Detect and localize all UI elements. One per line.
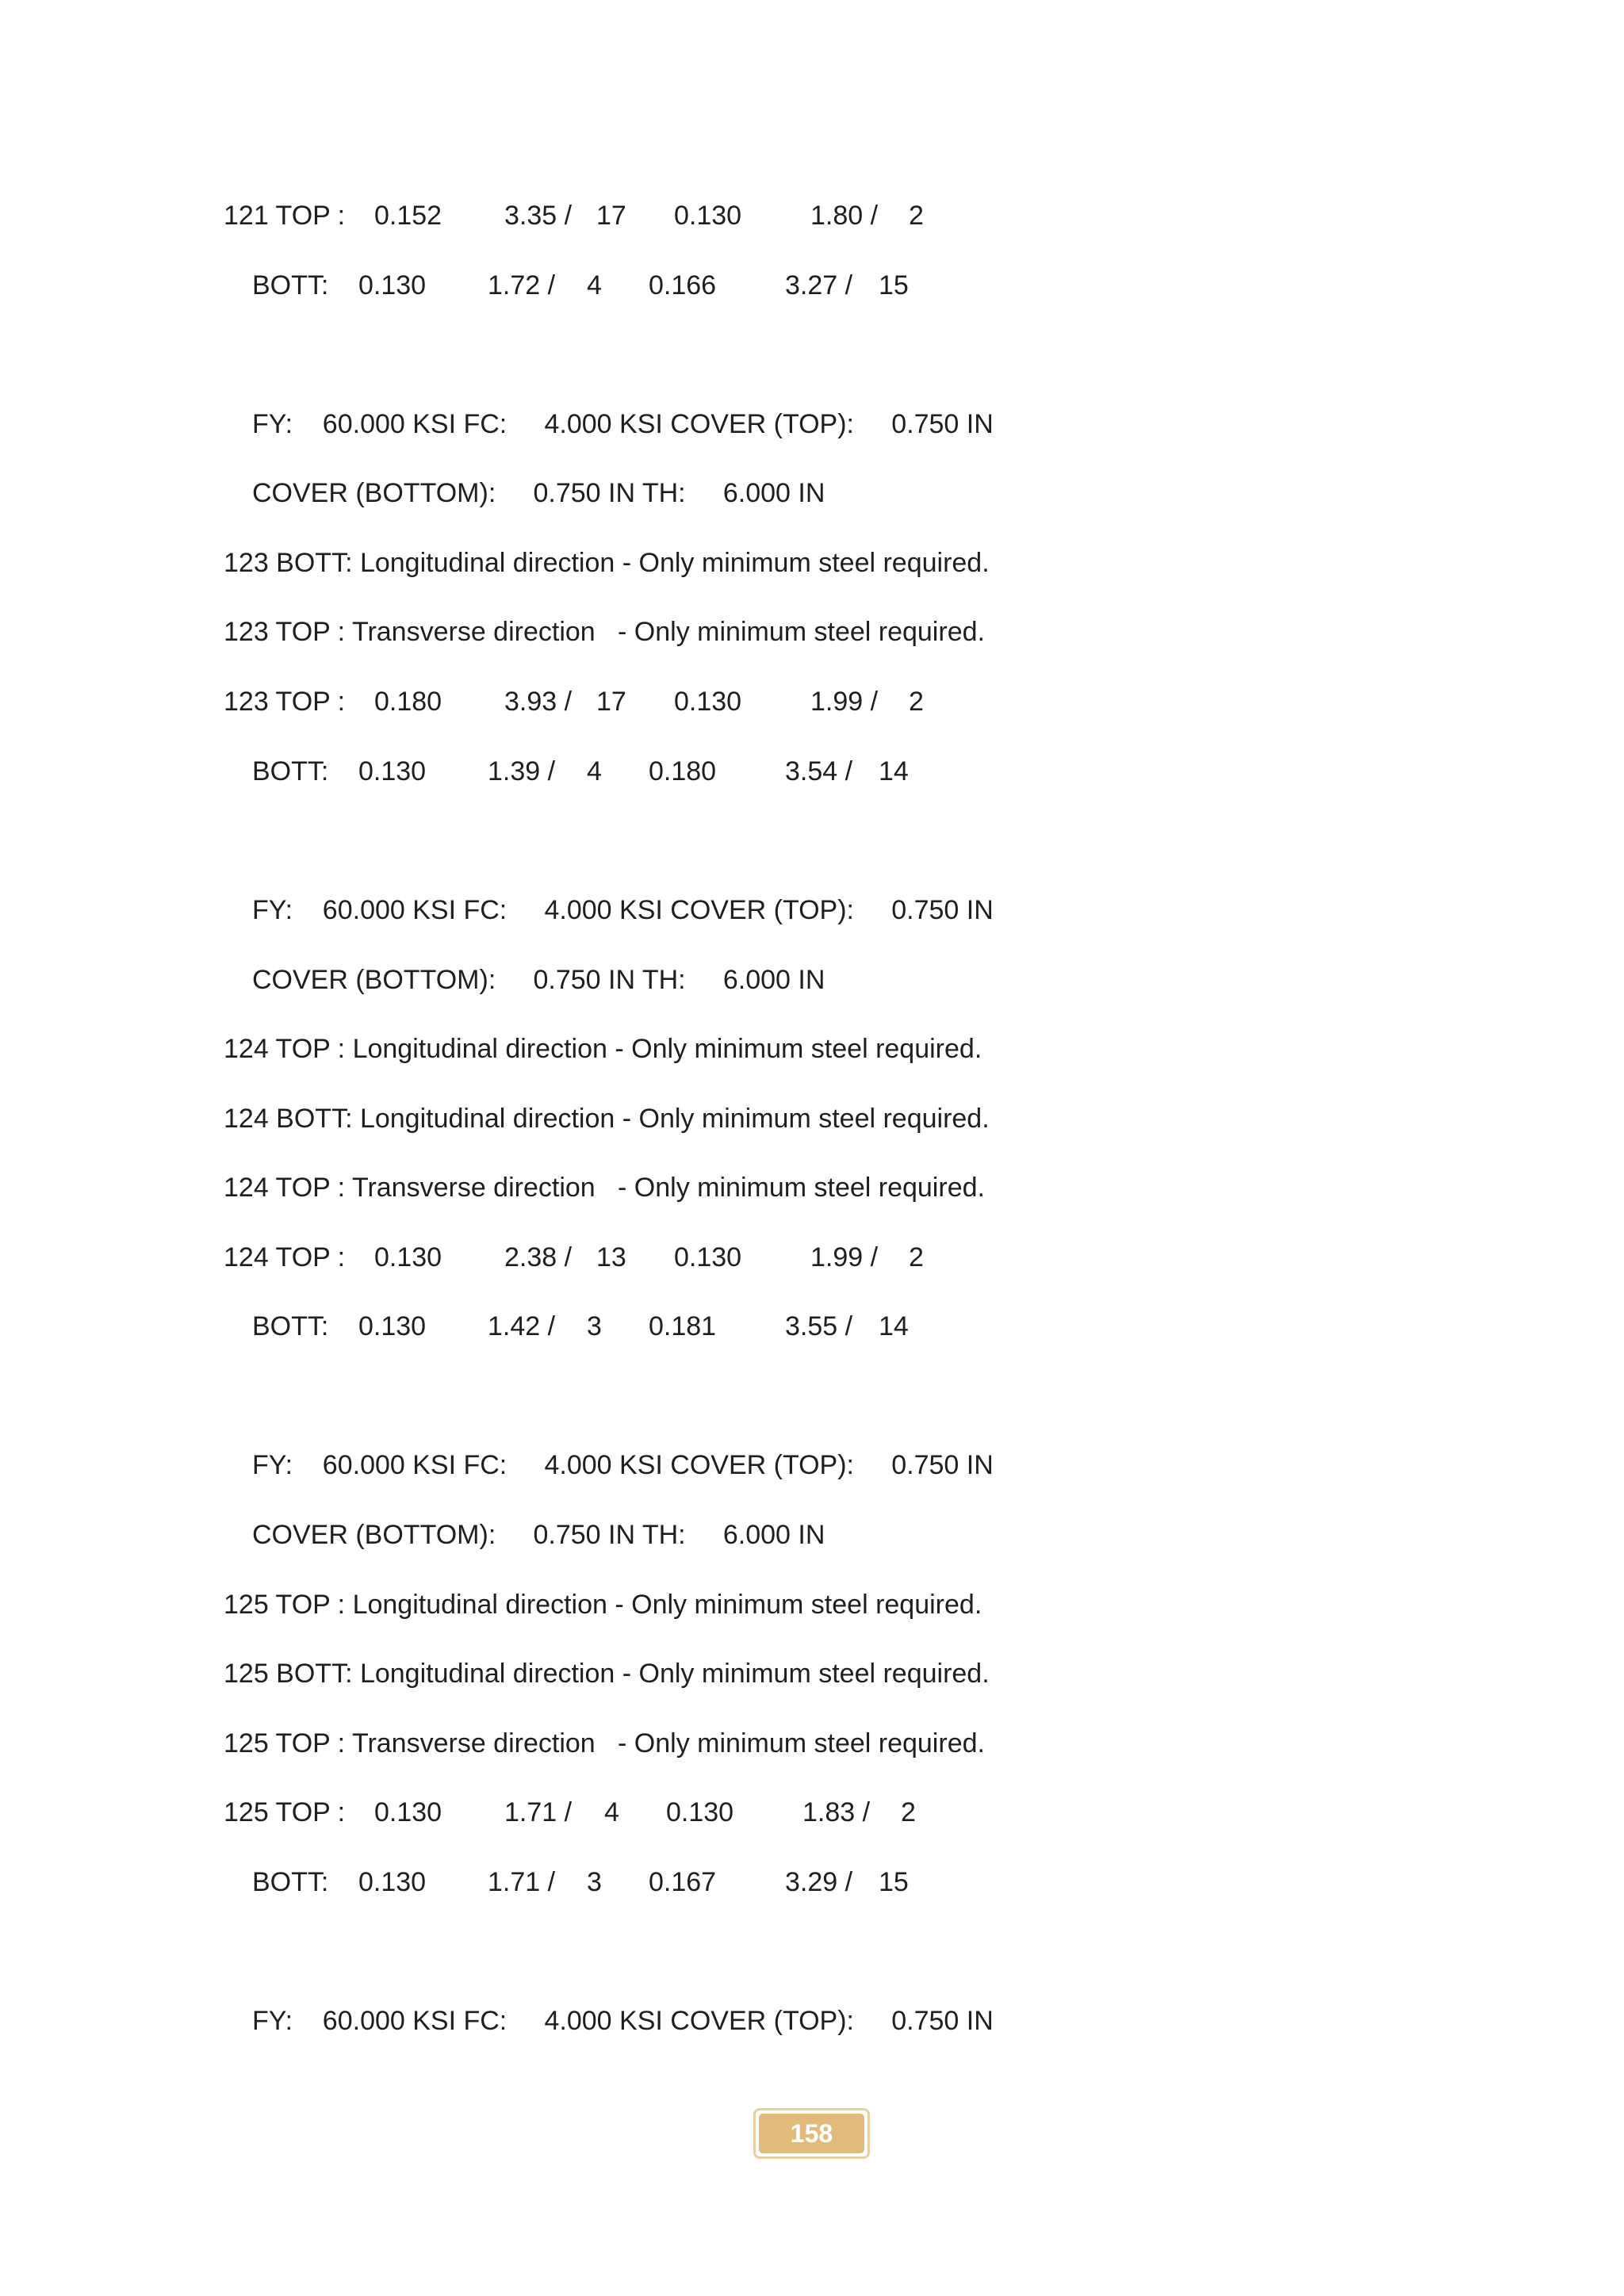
row-value: 0.181 [649,1311,717,1341]
row-value: 0.130 [358,1311,427,1341]
row-value: 2 [901,1797,916,1827]
row-label: 123 TOP : [224,687,346,717]
material-properties-line: FY: 60.000 KSI FC: 4.000 KSI COVER (TOP): 0.750 IN [252,895,994,925]
row-value: 14 [879,1311,909,1341]
row-value: 17 [596,687,626,717]
result-row-top [0,1789,916,1836]
row-value: 0.180 [374,687,442,717]
row-value: 0.166 [649,270,717,300]
row-label: BOTT: [252,1311,329,1341]
cover-thickness-line: COVER (BOTTOM): 0.750 IN TH: 6.000 IN [252,478,825,508]
cover-thickness-line: COVER (BOTTOM): 0.750 IN TH: 6.000 IN [252,965,825,995]
result-row-bottom [0,1858,909,1906]
row-label: BOTT: [252,756,329,786]
result-row-top [0,192,924,239]
row-value: 15 [879,1867,909,1897]
row-label: 121 TOP : [224,201,346,231]
row-value: 0.152 [374,201,442,231]
minimum-steel-note: 123 BOTT: Longitudinal direction - Only minimum steel required. [224,548,990,578]
material-properties-line: FY: 60.000 KSI FC: 4.000 KSI COVER (TOP): 0.750 IN [252,2006,994,2036]
result-row-top [0,678,924,725]
row-value: 3.29 / [785,1867,853,1897]
result-row-bottom [0,1303,909,1350]
row-value: 15 [879,270,909,300]
row-value: 0.130 [374,1797,442,1827]
row-value: 0.180 [649,756,717,786]
cover-thickness-line: COVER (BOTTOM): 0.750 IN TH: 6.000 IN [252,1520,825,1550]
row-value: 3 [587,1311,602,1341]
row-value: 1.42 / [488,1311,556,1341]
row-value: 1.99 / [810,1242,879,1272]
minimum-steel-note: 124 TOP : Longitudinal direction - Only minimum steel required. [224,1034,982,1064]
page-number: 158 [759,2114,864,2153]
row-value: 3.55 / [785,1311,853,1341]
row-value: 1.71 / [488,1867,556,1897]
row-value: 4 [587,756,602,786]
minimum-steel-note: 123 TOP : Transverse direction - Only minimum steel required. [224,617,985,647]
row-value: 17 [596,201,626,231]
row-value: 3 [587,1867,602,1897]
row-value: 0.130 [666,1797,734,1827]
material-properties-line: FY: 60.000 KSI FC: 4.000 KSI COVER (TOP): 0.750 IN [252,409,994,439]
row-value: 1.80 / [810,201,879,231]
row-value: 0.130 [674,687,742,717]
minimum-steel-note: 125 BOTT: Longitudinal direction - Only minimum steel required. [224,1659,990,1689]
minimum-steel-note: 125 TOP : Longitudinal direction - Only minimum steel required. [224,1590,982,1620]
row-value: 2 [909,1242,924,1272]
result-row-top [0,1234,924,1281]
row-label: 124 TOP : [224,1242,346,1272]
row-value: 0.130 [674,201,742,231]
row-value: 1.72 / [488,270,556,300]
row-value: 3.54 / [785,756,853,786]
row-value: 0.167 [649,1867,717,1897]
row-label: BOTT: [252,270,329,300]
row-value: 0.130 [674,1242,742,1272]
row-value: 14 [879,756,909,786]
row-value: 3.27 / [785,270,853,300]
row-value: 2 [909,201,924,231]
row-value: 4 [587,270,602,300]
row-label: 125 TOP : [224,1797,346,1827]
minimum-steel-note: 124 BOTT: Longitudinal direction - Only minimum steel required. [224,1104,990,1134]
row-value: 3.93 / [504,687,573,717]
row-value: 4 [604,1797,619,1827]
row-value: 1.39 / [488,756,556,786]
row-value: 1.83 / [802,1797,871,1827]
row-value: 1.71 / [504,1797,573,1827]
result-row-bottom [0,748,909,795]
row-value: 3.35 / [504,201,573,231]
row-label: BOTT: [252,1867,329,1897]
row-value: 0.130 [358,756,427,786]
row-value: 0.130 [358,270,427,300]
material-properties-line: FY: 60.000 KSI FC: 4.000 KSI COVER (TOP): 0.750 IN [252,1450,994,1480]
minimum-steel-note: 125 TOP : Transverse direction - Only minimum steel required. [224,1728,985,1758]
minimum-steel-note: 124 TOP : Transverse direction - Only minimum steel required. [224,1173,985,1203]
page-number-badge [753,2108,870,2159]
row-value: 13 [596,1242,626,1272]
row-value: 1.99 / [810,687,879,717]
row-value: 0.130 [358,1867,427,1897]
row-value: 2.38 / [504,1242,573,1272]
row-value: 0.130 [374,1242,442,1272]
result-row-bottom [0,262,909,309]
row-value: 2 [909,687,924,717]
